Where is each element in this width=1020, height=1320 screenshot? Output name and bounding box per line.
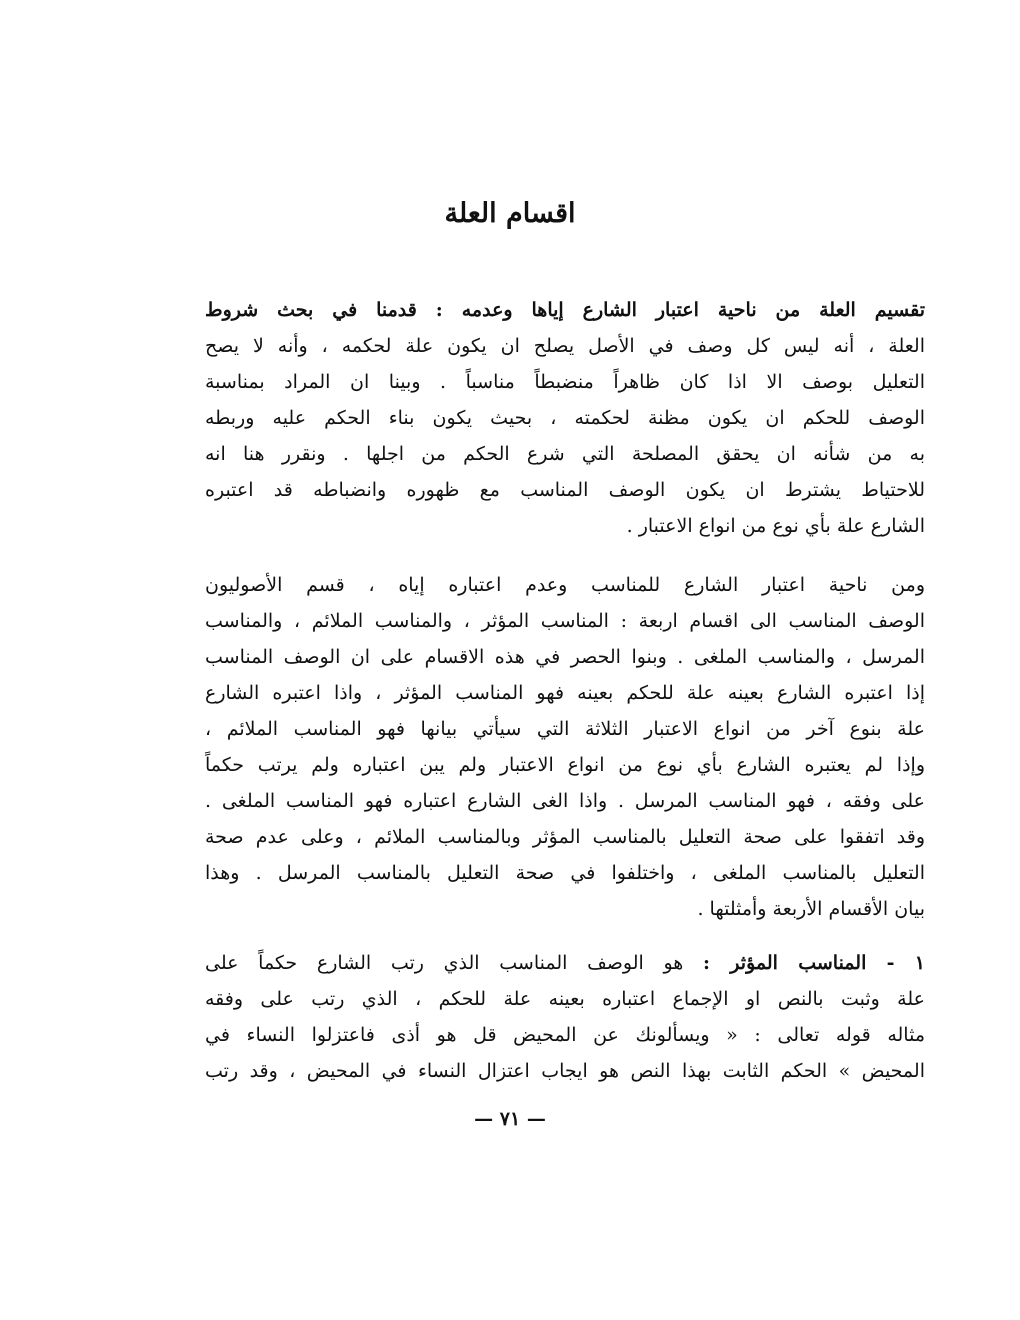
text-line: علة بنوع آخر من انواع الاعتبار الثلاثة التي سيأتي بيانها فهو المناسب الملائم ، — [205, 718, 925, 740]
text-line: إذا اعتبره الشارع بعينه علة للحكم بعينه فهو المناسب المؤثر ، واذا اعتبره الشارع — [205, 682, 925, 704]
text-line: المحيض » الحكم الثابت بهذا النص هو ايجاب اعتزال النساء في المحيض ، وقد رتب — [205, 1060, 925, 1082]
text-line: به من شأنه ان يحقق المصلحة التي شرع الحكم من اجلها . ونقرر هنا انه — [205, 443, 925, 465]
paragraph-heading: تقسيم العلة من ناحية اعتبار الشارع إياها وعدمه : قدمنا في بحث شروط — [205, 299, 925, 321]
text-line: للاحتياط يشترط ان يكون الوصف المناسب مع ظهوره وانضباطه قد اعتبره — [205, 479, 925, 501]
text-line: على وفقه ، فهو المناسب المرسل . واذا الغى الشارع اعتباره فهو المناسب الملغى . — [205, 790, 925, 812]
text-line: التعليل بالمناسب الملغى ، واختلفوا في صحة التعليل بالمناسب المرسل . وهذا — [205, 862, 925, 884]
text-line: ومن ناحية اعتبار الشارع للمناسب وعدم اعتباره إياه ، قسم الأصوليون — [205, 574, 925, 596]
text-line: الوصف المناسب الى اقسام اربعة : المناسب المؤثر ، والمناسب الملائم ، والمناسب — [205, 610, 925, 632]
paragraph-influential-suitable — [205, 945, 925, 1089]
text-line — [205, 292, 925, 328]
text-line: الوصف للحكم ان يكون مظنة لحكمته ، بحيث يكون بناء الحكم عليه وربطه — [205, 407, 925, 429]
text-line: التعليل بوصف الا اذا كان ظاهراً منضبطاً مناسباً . وبينا ان المراد بمناسبة — [205, 371, 925, 393]
text-line: علة وثبت بالنص او الإجماع اعتباره بعينه علة للحكم ، الذي رتب على وفقه — [205, 988, 925, 1010]
paragraph-intro — [205, 292, 925, 544]
text-line: بيان الأقسام الأربعة وأمثلتها . — [697, 898, 925, 920]
text-line: وإذا لم يعتبره الشارع بأي نوع من انواع الاعتبار ولم يبن اعتباره ولم يرتب حكماً — [205, 754, 925, 776]
text-line: وقد اتفقوا على صحة التعليل بالمناسب المؤثر وبالمناسب الملائم ، وعلى عدم صحة — [205, 826, 925, 848]
text-span: هو الوصف المناسب الذي رتب الشارع حكماً على — [205, 952, 684, 974]
text-line: مثاله قوله تعالى : « ويسألونك عن المحيض قل هو أذى فاعتزلوا النساء في — [205, 1024, 925, 1046]
text-line: الشارع علة بأي نوع من انواع الاعتبار . — [626, 515, 925, 537]
text-line: المرسل ، والمناسب الملغى . وبنوا الحصر في هذه الاقسام على ان الوصف المناسب — [205, 646, 925, 668]
text-line: العلة ، أنه ليس كل وصف في الأصل يصلح ان يكون علة لحكمه ، وأنه لا يصح — [205, 335, 925, 357]
section-heading: ١ - المناسب المؤثر : — [703, 952, 925, 974]
text-line — [205, 945, 925, 981]
page-number: — ٧١ — — [474, 1108, 546, 1130]
paragraph-categories — [205, 567, 925, 927]
page-title: اقسام العلة — [444, 198, 576, 229]
